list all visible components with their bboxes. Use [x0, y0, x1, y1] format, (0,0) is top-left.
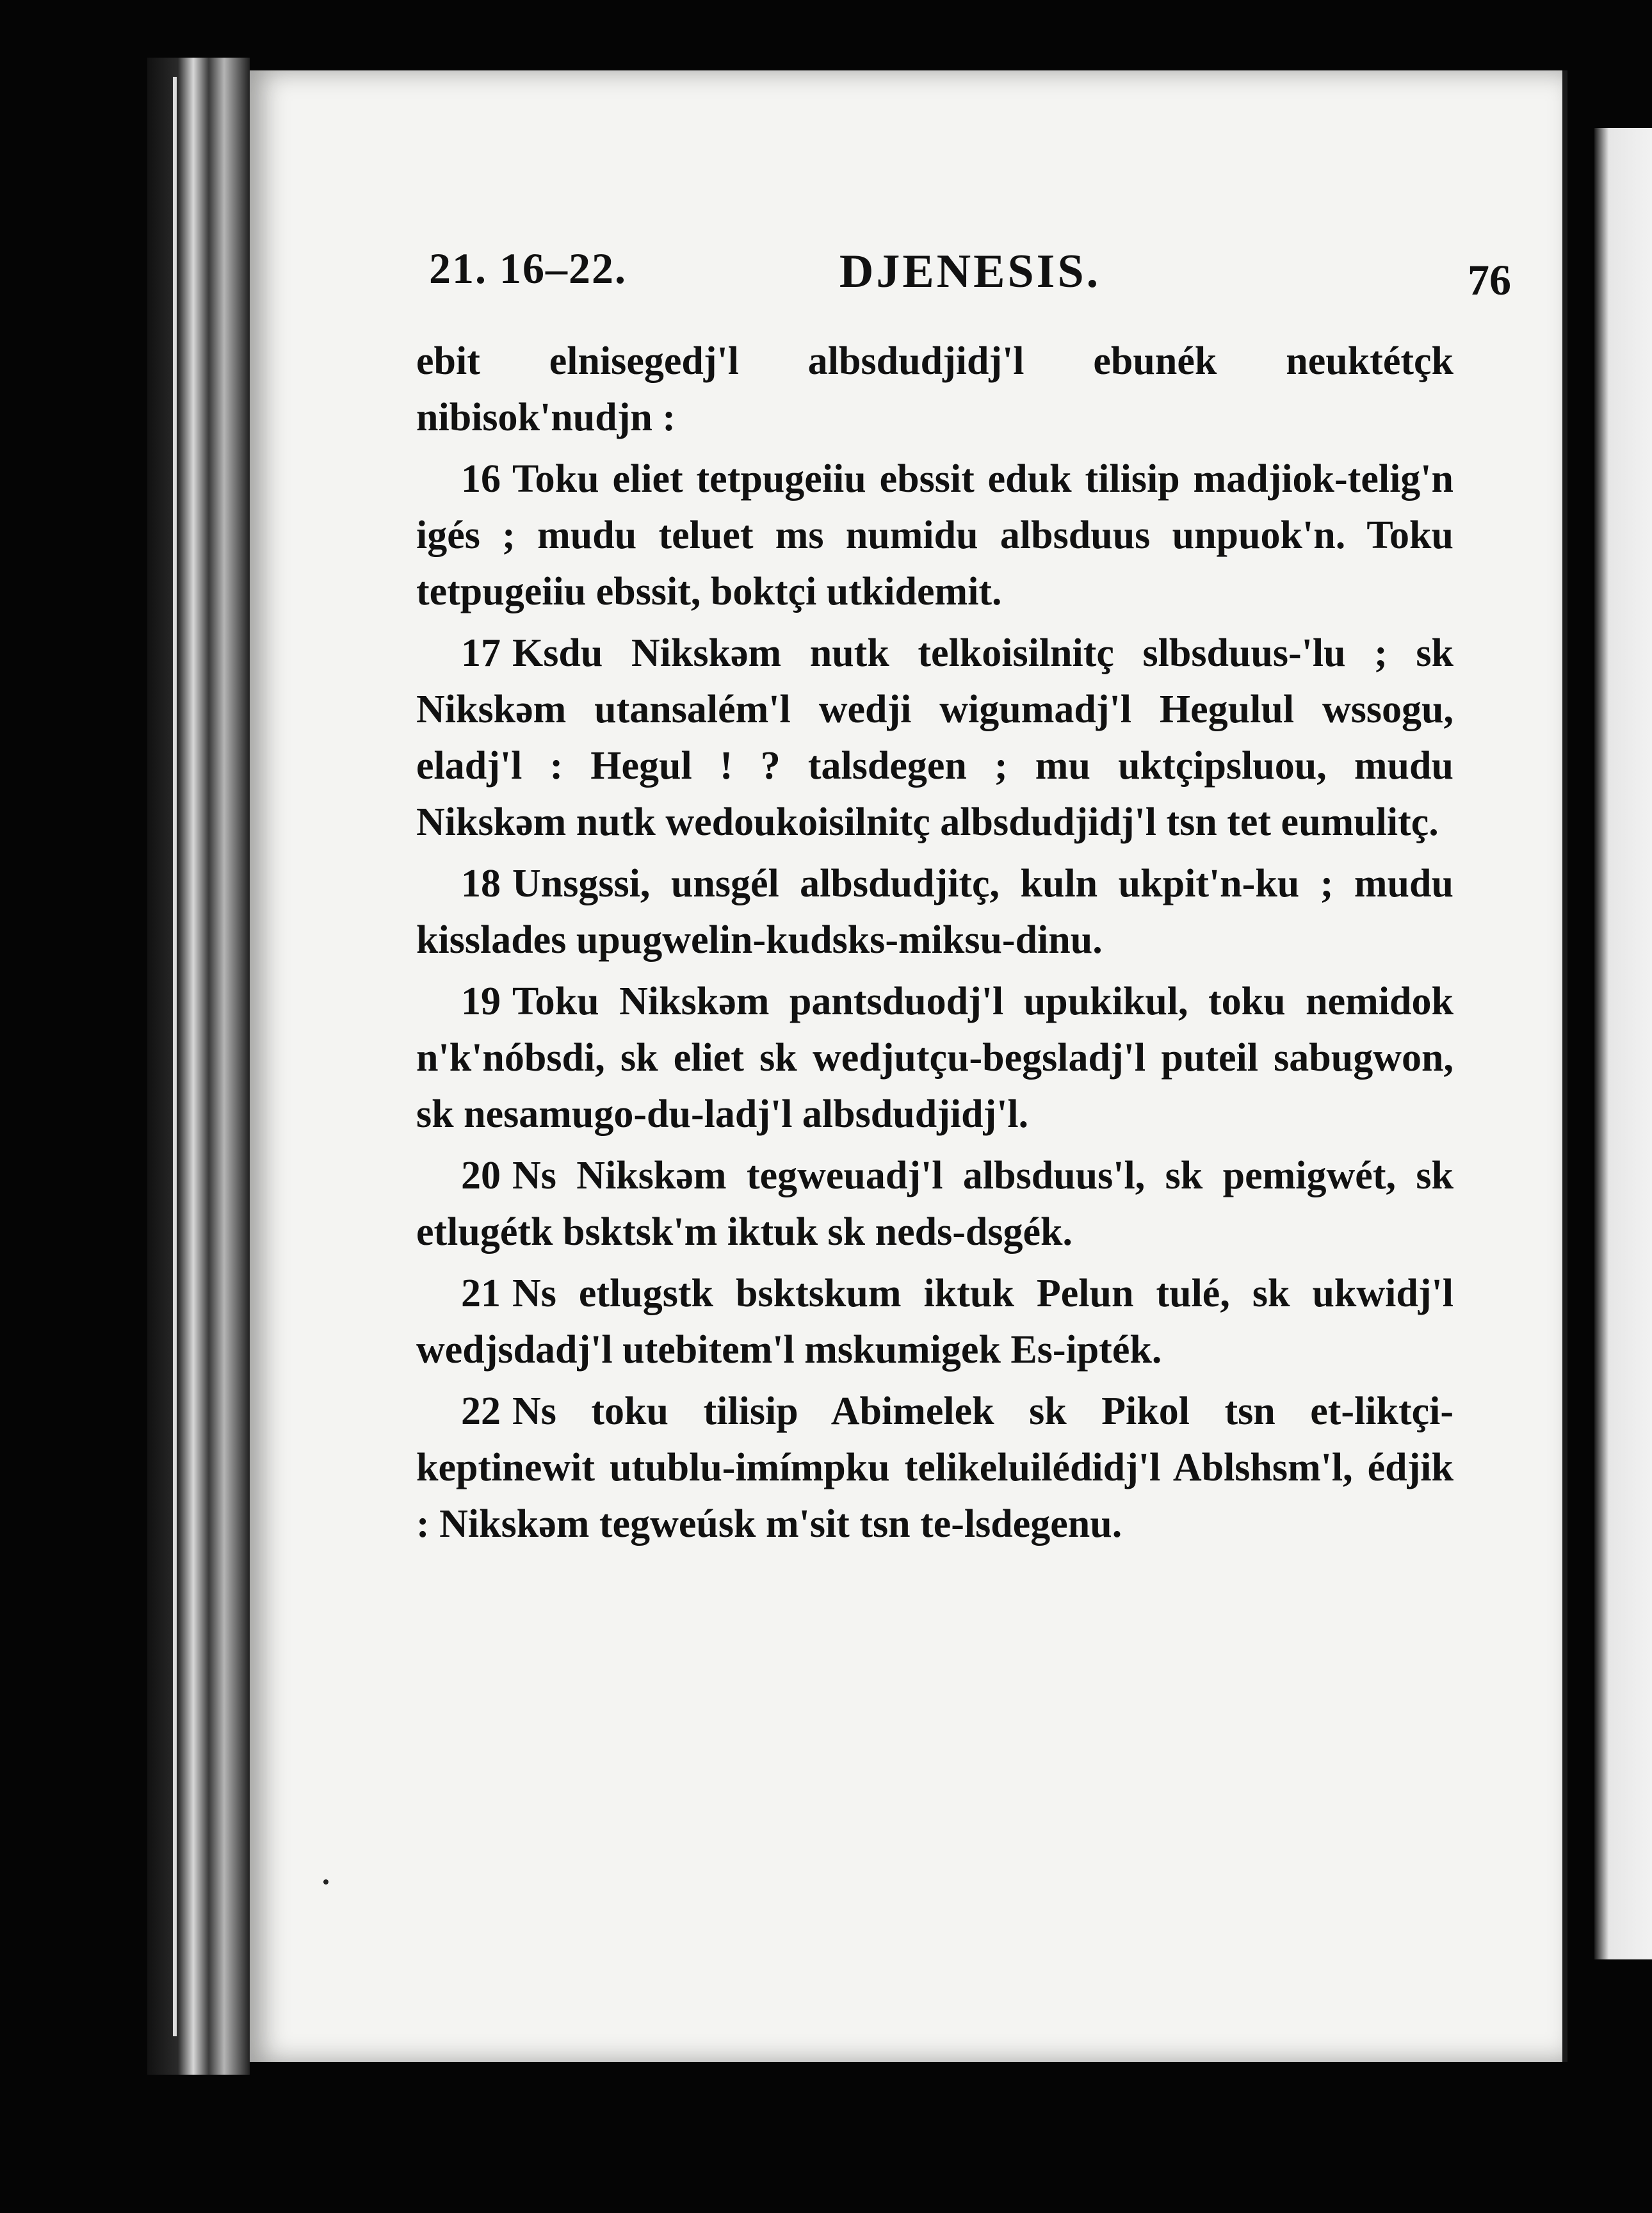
verse-number: 21 — [461, 1272, 501, 1315]
verse-number: 18 — [461, 862, 501, 905]
verse-text: ebit elnisegedj'l albsdudjidj'l ebunék neuktétçk nibisok'nudjn : — [416, 339, 1454, 439]
verse-paragraph — [416, 1147, 1454, 1260]
verse-text: Unsgssi, unsgél albsdudjitç, kuln ukpit'n-ku ; mudu kisslades upugwelin-kudsks-miksu-dinu. — [416, 862, 1454, 962]
verse-paragraph — [416, 625, 1454, 850]
page-body — [416, 333, 1454, 1557]
verse-number: 22 — [461, 1390, 501, 1433]
verse-text: Toku eliet tetpugeiiu ebssit eduk tilisip madjiok-telig'n igés ; mudu teluet ms numidu albsduus unpuok'n. Toku tetpugeiiu ebssit, boktçi utkidemit. — [416, 457, 1454, 613]
verse-text: Ns toku tilisip Abimelek sk Pikol tsn et-liktçi-keptinewit utublu-imímpku telikeluilédidj'l Ablshsm'l, édjik : Nikskəm tegweúsk m'sit tsn te-lsdegenu. — [416, 1390, 1454, 1546]
verse-paragraph — [416, 973, 1454, 1142]
book-page — [250, 70, 1567, 2062]
verse-paragraph — [416, 855, 1454, 968]
verse-number: 17 — [461, 631, 501, 675]
verse-text: Ksdu Nikskəm nutk telkoisilnitç slbsduus-'lu ; sk Nikskəm utansalém'l wedji wigumadj'l Hegulul wssogu, eladj'l : Hegul ! ? talsdegen ; mu uktçipsluou, mudu Nikskəm nutk wedoukoisilnitç albsdudjidj'l tsn tet eumulitç. — [416, 631, 1454, 844]
book-title: DJENESIS. — [839, 245, 1101, 298]
running-header — [429, 237, 1511, 314]
verse-paragraph — [416, 1383, 1454, 1552]
verse-paragraph — [416, 333, 1454, 446]
verse-text: Ns etlugstk bsktskum iktuk Pelun tulé, sk ukwidj'l wedjsdadj'l utebitem'l mskumigek Es-ipték. — [416, 1272, 1454, 1372]
book-spine — [147, 58, 250, 2075]
verse-number: 16 — [461, 457, 501, 501]
chapter-verse-reference: 21. 16–22. — [429, 244, 627, 293]
adjacent-page-edge — [1594, 128, 1652, 1959]
ink-speck — [323, 1879, 328, 1885]
verse-number: 19 — [461, 980, 501, 1023]
verse-text: Toku Nikskəm pantsduodj'l upukikul, toku nemidok n'k'nóbsdi, sk eliet sk wedjutçu-begsladj'l puteil sabugwon, sk nesamugo-du-ladj'l albsdudjidj'l. — [416, 980, 1454, 1136]
page-number: 76 — [1468, 255, 1511, 304]
verse-paragraph — [416, 451, 1454, 620]
verse-number: 20 — [461, 1154, 501, 1197]
verse-paragraph — [416, 1265, 1454, 1378]
verse-text: Ns Nikskəm tegweuadj'l albsduus'l, sk pemigwét, sk etlugétk bsktsk'm iktuk sk neds-dsgék. — [416, 1154, 1454, 1254]
spine-edge-line — [173, 77, 177, 2036]
